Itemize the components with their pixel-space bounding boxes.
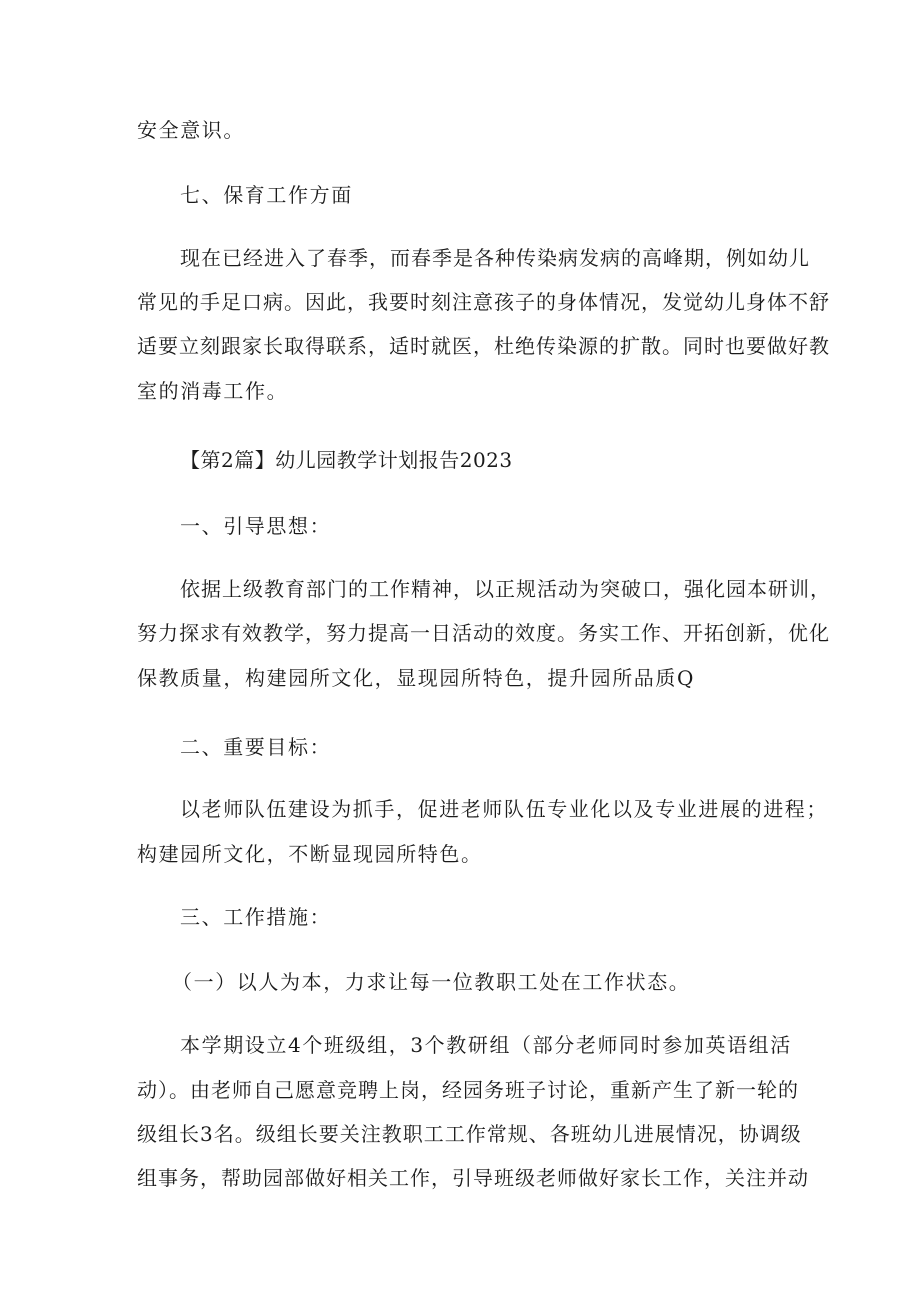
paragraph-line: 级组长3名。级组长要关注教职工工作常规、各班幼儿进展情况，协调级 <box>137 1122 802 1146</box>
paragraph-line: 组事务，帮助园部做好相关工作，引导班级老师做好家长工作，关注并动 <box>137 1166 809 1190</box>
paragraph-line: 适要立刻跟家长取得联系，适时就医，杜绝传染源的扩散。同时也要做好教 <box>137 334 830 358</box>
paragraph-line: 依据上级教育部门的工作精神，以正规活动为突破口，强化园本研训， <box>180 577 831 601</box>
section-heading-1: 一、引导思想： <box>180 514 332 538</box>
section-heading-2: 二、重要目标： <box>180 735 332 759</box>
paragraph-line: 保教质量，构建园所文化，显现园所特色，提升园所品质Q <box>137 666 695 690</box>
paragraph-line: 构建园所文化，不断显现园所特色。 <box>137 842 483 866</box>
paragraph-line: 现在已经进入了春季，而春季是各种传染病发病的高峰期，例如幼儿 <box>180 246 810 270</box>
section-heading-3: 三、工作措施： <box>180 905 332 929</box>
paragraph-line: 努力探求有效教学，努力提高一日活动的效度。务实工作、开拓创新，优化 <box>137 621 830 645</box>
article-title: 【第2篇】幼儿园教学计划报告2023 <box>180 448 513 472</box>
paragraph-line: 以老师队伍建设为抓手，促进老师队伍专业化以及专业进展的进程； <box>180 797 828 821</box>
paragraph-line-continuation: 安全意识。 <box>137 118 245 142</box>
paragraph-line: 本学期设立4个班级组，3个教研组（部分老师同时参加英语组活 <box>180 1033 792 1057</box>
paragraph-line: 动）。由老师自己愿意竞聘上岗，经园务班子讨论，重新产生了新一轮的 <box>137 1078 799 1102</box>
paragraph-line: 常见的手足口病。因此，我要时刻注意孩子的身体情况，发觉幼儿身体不舒 <box>137 290 830 314</box>
paragraph-line: 室的消毒工作。 <box>137 379 289 403</box>
subsection-heading-1: （一）以人为本，力求让每一位教职工处在工作状态。 <box>172 970 691 994</box>
section-heading-7: 七、保育工作方面 <box>180 183 353 207</box>
